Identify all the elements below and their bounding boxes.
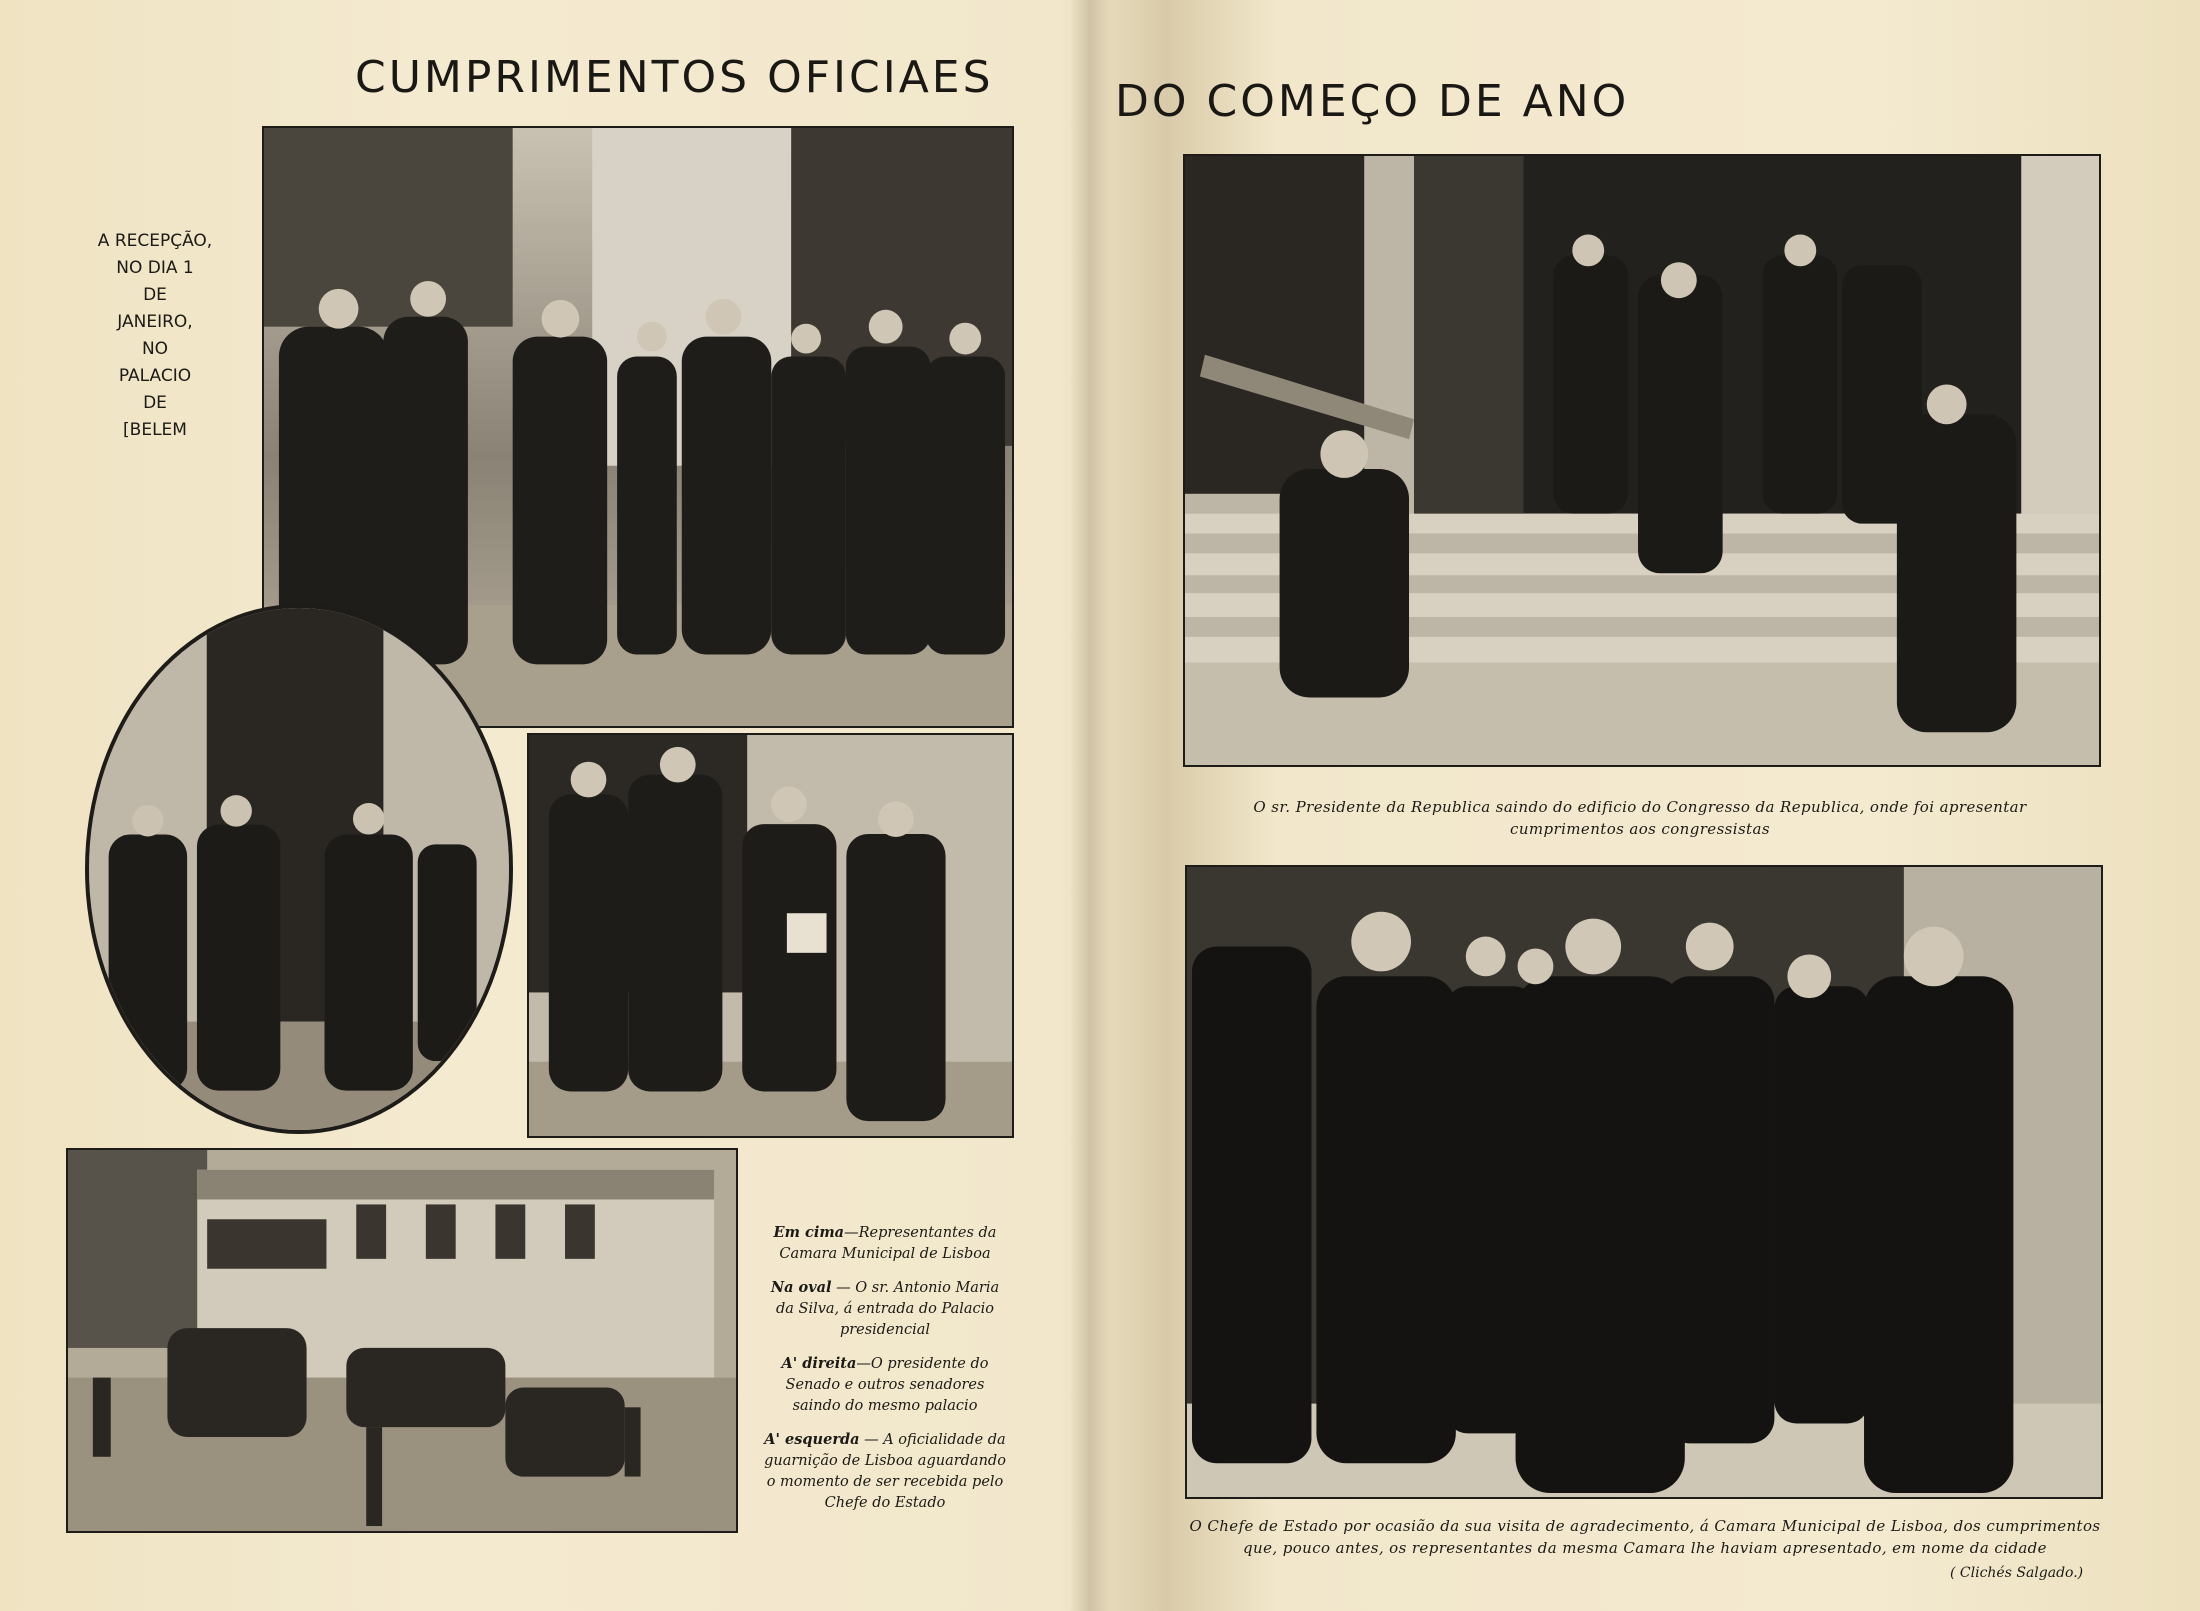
photo-garrison-officers: [66, 1148, 738, 1533]
side-caption-line: A RECEPÇÃO,: [97, 231, 213, 251]
photo-senate-president: [527, 733, 1014, 1138]
caption-left-text: — A oficialidade da guarnição de Lisboa aguardando o momento de ser recebida pelo Chefe do Estado: [764, 1432, 1006, 1511]
caption-top-text: —Representantes da Camara Municipal de Lisboa: [779, 1225, 997, 1262]
side-caption-line: [BELEM: [123, 420, 187, 440]
left-captions: [760, 1222, 1010, 1526]
side-caption-line: NO DIA 1: [116, 258, 194, 278]
side-caption-line: NO: [141, 339, 169, 359]
caption-right-lead: A' direita: [781, 1355, 857, 1372]
caption-top-lead: Em cima: [773, 1224, 845, 1241]
side-caption-line: PALACIO: [118, 366, 192, 386]
side-caption: [80, 228, 230, 444]
photo-president-leaving-congress: [1183, 154, 2101, 767]
caption-right-text: —O presidente do Senado e outros senadores saindo do mesmo palacio: [785, 1356, 989, 1414]
side-caption-line: DE: [143, 393, 167, 413]
side-caption-line: JANEIRO,: [117, 312, 193, 332]
photo-credit: ( Clichés Salgado.): [1950, 1565, 2084, 1581]
title-left: CUMPRIMENTOS OFICIAES: [355, 52, 994, 103]
caption-oval-lead: Na oval: [770, 1279, 832, 1296]
caption-oval-text: — O sr. Antonio Maria da Silva, á entrada do Palacio presidencial: [775, 1280, 1000, 1338]
caption-right-top: O sr. Presidente da Republica saindo do edificio do Congresso da Republica, onde foi apresentar cumprimentos aos congressistas: [1253, 798, 2027, 838]
caption-left-lead: A' esquerda: [764, 1431, 860, 1448]
photo-chefe-de-estado-camara: [1185, 865, 2103, 1499]
side-caption-line: DE: [143, 285, 167, 305]
oval-photo-antonio-maria-da-silva: [85, 604, 513, 1134]
caption-right-bottom: O Chefe de Estado por ocasião da sua visita de agradecimento, á Camara Municipal de Lisboa, dos cumprimentos que, pouco antes, os representantes da mesma Camara lhe haviam apresentado, em nome da cidade: [1189, 1517, 2101, 1557]
page-gutter: [1070, 0, 1110, 1611]
title-right: DO COMEÇO DE ANO: [1115, 76, 1630, 127]
